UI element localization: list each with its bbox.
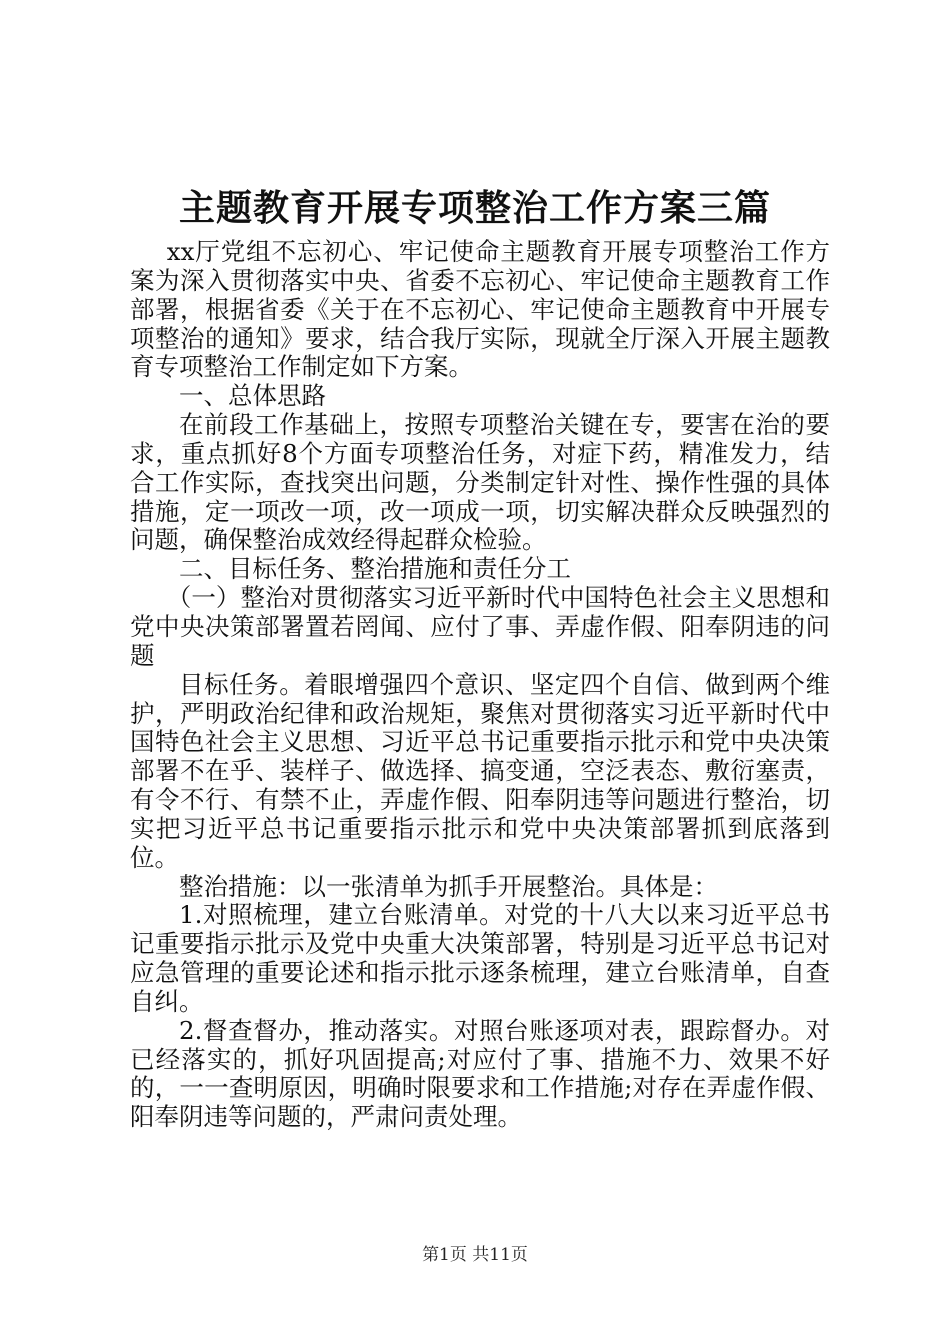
measure-item-2: 2.督查督办，推动落实。对照台账逐项对表，跟踪督办。对已经落实的，抓好巩固提高;对应付了事、措施不力、效果不好的，一一查明原因，明确时限要求和工作措施;对存在弄虚作假、阳奉阴违等问题的，严肃问责处理。 (130, 1015, 830, 1132)
document-title: 主题教育开展专项整治工作方案三篇 (178, 187, 771, 229)
measure-item-1: 1.对照梳理，建立台账清单。对党的十八大以来习近平总书记重要指示批示及党中央重大决策部署，特别是习近平总书记对应急管理的重要论述和指示批示逐条梳理，建立台账清单，自查自纠。 (130, 900, 830, 1016)
subsection-heading-1: （一）整治对贯彻落实习近平新时代中国特色社会主义思想和党中央决策部署置若罔闻、应付了事、弄虚作假、阳奉阴违的问题 (130, 583, 830, 670)
document-body (130, 238, 830, 1132)
overall-approach-paragraph: 在前段工作基础上，按照专项整治关键在专，要害在治的要求，重点抓好8个方面专项整治任务，对症下药，精准发力，结合工作实际，查找突出问题，分类制定针对性、操作性强的具体措施，定一项改一项，改一项成一项，切实解决群众反映强烈的问题，确保整治成效经得起群众检验。 (130, 410, 830, 555)
target-tasks-paragraph: 目标任务。着眼增强四个意识、坚定四个自信、做到两个维护，严明政治纪律和政治规矩，聚焦对贯彻落实习近平新时代中国特色社会主义思想、习近平总书记重要指示批示和党中央决策部署不在乎、装样子、做选择、搞变通，空泛表态、敷衍塞责，有令不行、有禁不止，弄虚作假、阳奉阴违等问题进行整治，切实把习近平总书记重要指示批示和党中央决策部署抓到底落到位。 (130, 669, 830, 872)
intro-paragraph: xx厅党组不忘初心、牢记使命主题教育开展专项整治工作方案为深入贯彻落实中央、省委不忘初心、牢记使命主题教育工作部署，根据省委《关于在不忘初心、牢记使命主题教育中开展专项整治的通知》要求，结合我厅实际，现就全厅深入开展主题教育专项整治工作制定如下方案。 (130, 237, 830, 382)
section-heading-overall-approach: 一、总体思路 (179, 381, 326, 411)
rectification-measures-paragraph: 整治措施：以一张清单为抓手开展整治。具体是： (179, 871, 718, 901)
section-heading-tasks-measures: 二、目标任务、整治措施和责任分工 (179, 554, 571, 584)
page-number-footer: 第1页 共11页 (422, 1245, 528, 1265)
